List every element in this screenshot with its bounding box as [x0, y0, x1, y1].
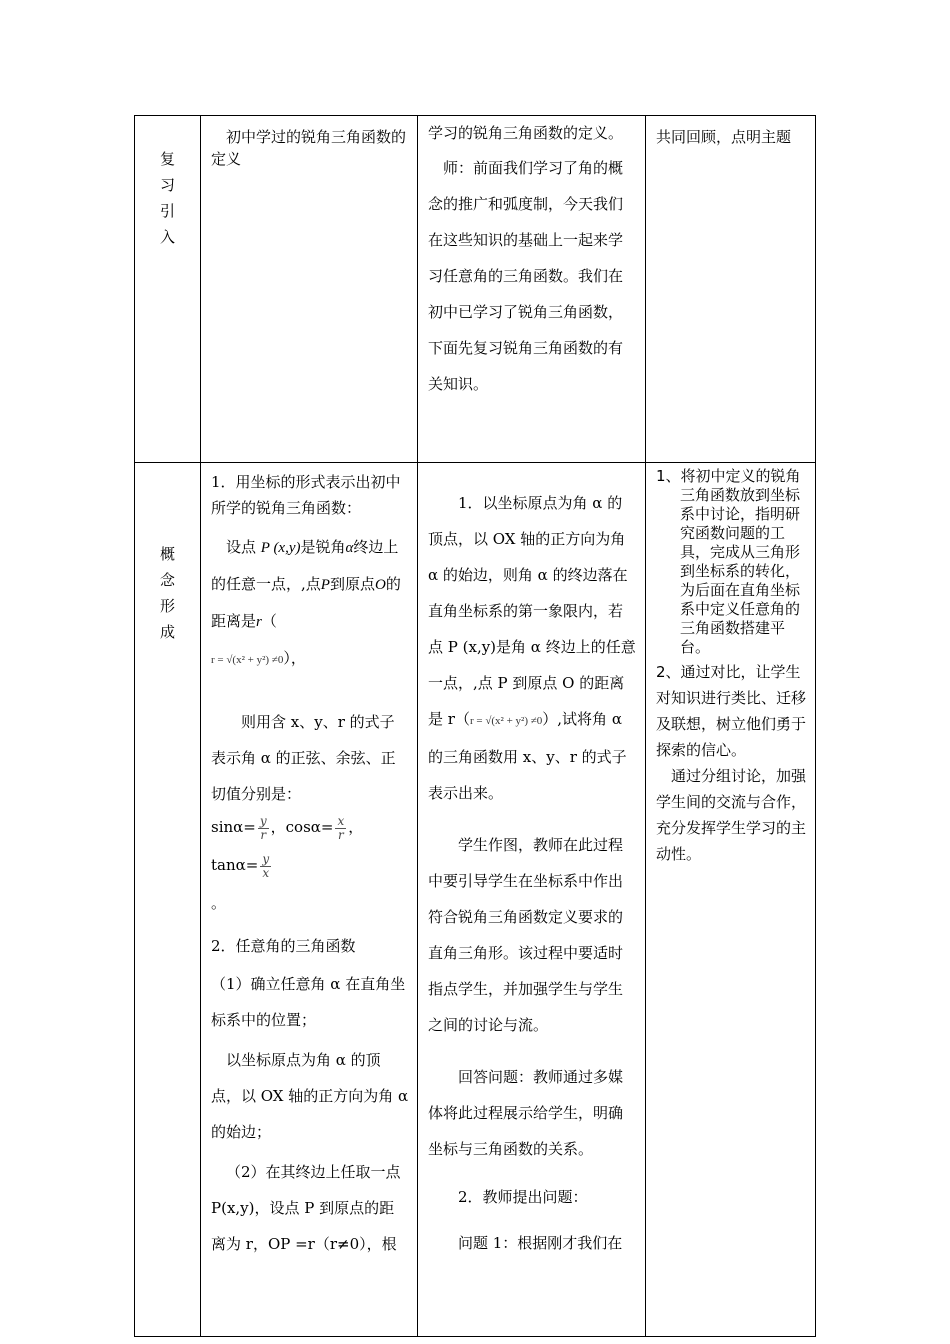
content-p3: 则用含 x、y、r 的式子表示角 α 的正弦、余弦、正切值分别是：	[211, 713, 396, 803]
table-row	[135, 116, 816, 463]
radius-formula-2: r = √(x² + y²) ≠0	[469, 715, 543, 727]
stage-char: 习	[159, 176, 175, 194]
stage-char: 概	[159, 545, 175, 563]
teacher-cell	[418, 463, 646, 1337]
fraction-sin: $\frac{y}{r}$	[259, 813, 267, 842]
purpose-cell	[646, 116, 816, 463]
stage-char: 入	[159, 228, 175, 246]
content-p1: 1．用坐标的形式表示出初中所学的锐角三角函数：	[211, 473, 401, 517]
content-p5: （1）确立任意角 α 在直角坐标系中的位置；	[211, 975, 406, 1029]
table-row	[135, 463, 816, 1337]
purpose-cell	[646, 463, 816, 1337]
purpose-list	[656, 467, 807, 867]
purpose-item-1: 1、将初中定义的锐角三角函数放到坐标系中讨论，指明研究函数问题的工具，完成从三角形到坐标系的转化，为后面在直角坐标系中定义任意角的三角函数搭建平台。	[656, 467, 801, 656]
content-text: 初中学过的锐角三角函数的定义	[211, 128, 407, 168]
lesson-plan-table	[134, 115, 816, 1337]
teacher-t4: 2．教师提出问题：	[458, 1188, 588, 1206]
stage-char: 引	[159, 202, 175, 220]
content-p6: 以坐标原点为角 α 的顶点，以 OX 轴的正方向为角 α 的始边；	[211, 1051, 409, 1141]
trig-definitions: sinα= $\frac{y}{r}$ ，cosα= $\frac{x}{r}$ ，tanα= $\frac{y}{x}$ 。	[211, 813, 364, 912]
purpose-item-2: 2、通过对比，让学生对知识进行类比、迁移及联想，树立他们勇于探索的信心。	[656, 663, 807, 759]
teacher-text-2: 师：前面我们学习了角的概念的推广和弧度制，今天我们在这些知识的基础上一起来学习任意角的三角函数。我们在初中已学习了锐角三角函数，下面先复习锐角三角函数的有关知识。	[428, 159, 624, 393]
radius-formula: r = √(x² + y²) ≠0	[211, 654, 284, 666]
teacher-cell	[418, 116, 646, 463]
teacher-t5: 问题 1：根据刚才我们在	[458, 1234, 623, 1252]
teacher-t2: 学生作图，教师在此过程中要引导学生在坐标系中作出符合锐角三角函数定义要求的直角三角形。该过程中要适时指点学生，并加强学生与学生之间的讨论与流。	[428, 836, 624, 1034]
purpose-text: 共同回顾，点明主题	[656, 128, 792, 146]
stage-char: 成	[159, 623, 175, 641]
content-p4: 2．任意角的三角函数	[211, 937, 356, 955]
teacher-t3: 回答问题：教师通过多媒体将此过程展示给学生，明确坐标与三角函数的关系。	[428, 1068, 624, 1158]
fraction-cos: $\frac{x}{r}$	[337, 813, 345, 842]
stage-char: 念	[159, 571, 175, 589]
teacher-t1: 1．以坐标原点为角 α 的顶点，以 OX 轴的正方向为角 α 的始边，则角 α 的终边落在直角坐标系的第一象限内，若点 P (x,y)是角 α 终边上的任意一点，,点 P 到原点 O 的距离是 r（r = √(x² + y²) ≠0）,试将角 α 的三角函数用 x、y、r 的式子表示出来。	[428, 494, 636, 802]
stage-cell-concept	[135, 463, 201, 1337]
stage-cell-review	[135, 116, 201, 463]
fraction-tan: $\frac{y}{x}$	[262, 851, 270, 880]
content-cell	[201, 463, 418, 1337]
teacher-text-1: 学习的锐角三角函数的定义。	[428, 124, 624, 142]
purpose-item-3: 通过分组讨论，加强学生间的交流与合作，充分发挥学生学习的主动性。	[656, 767, 807, 863]
content-cell	[201, 116, 418, 463]
content-p2: 设点 P (x,y)是锐角α终边上的任意一点，,点P到原点O的距离是r（ r = √(x² + y²) ≠0），	[211, 538, 401, 667]
stage-char: 形	[159, 597, 175, 615]
content-p7: （2）在其终边上任取一点 P(x,y)，设点 P 到原点的距离为 r，OP =r（r≠0），根	[211, 1163, 401, 1253]
stage-char: 复	[159, 150, 175, 168]
